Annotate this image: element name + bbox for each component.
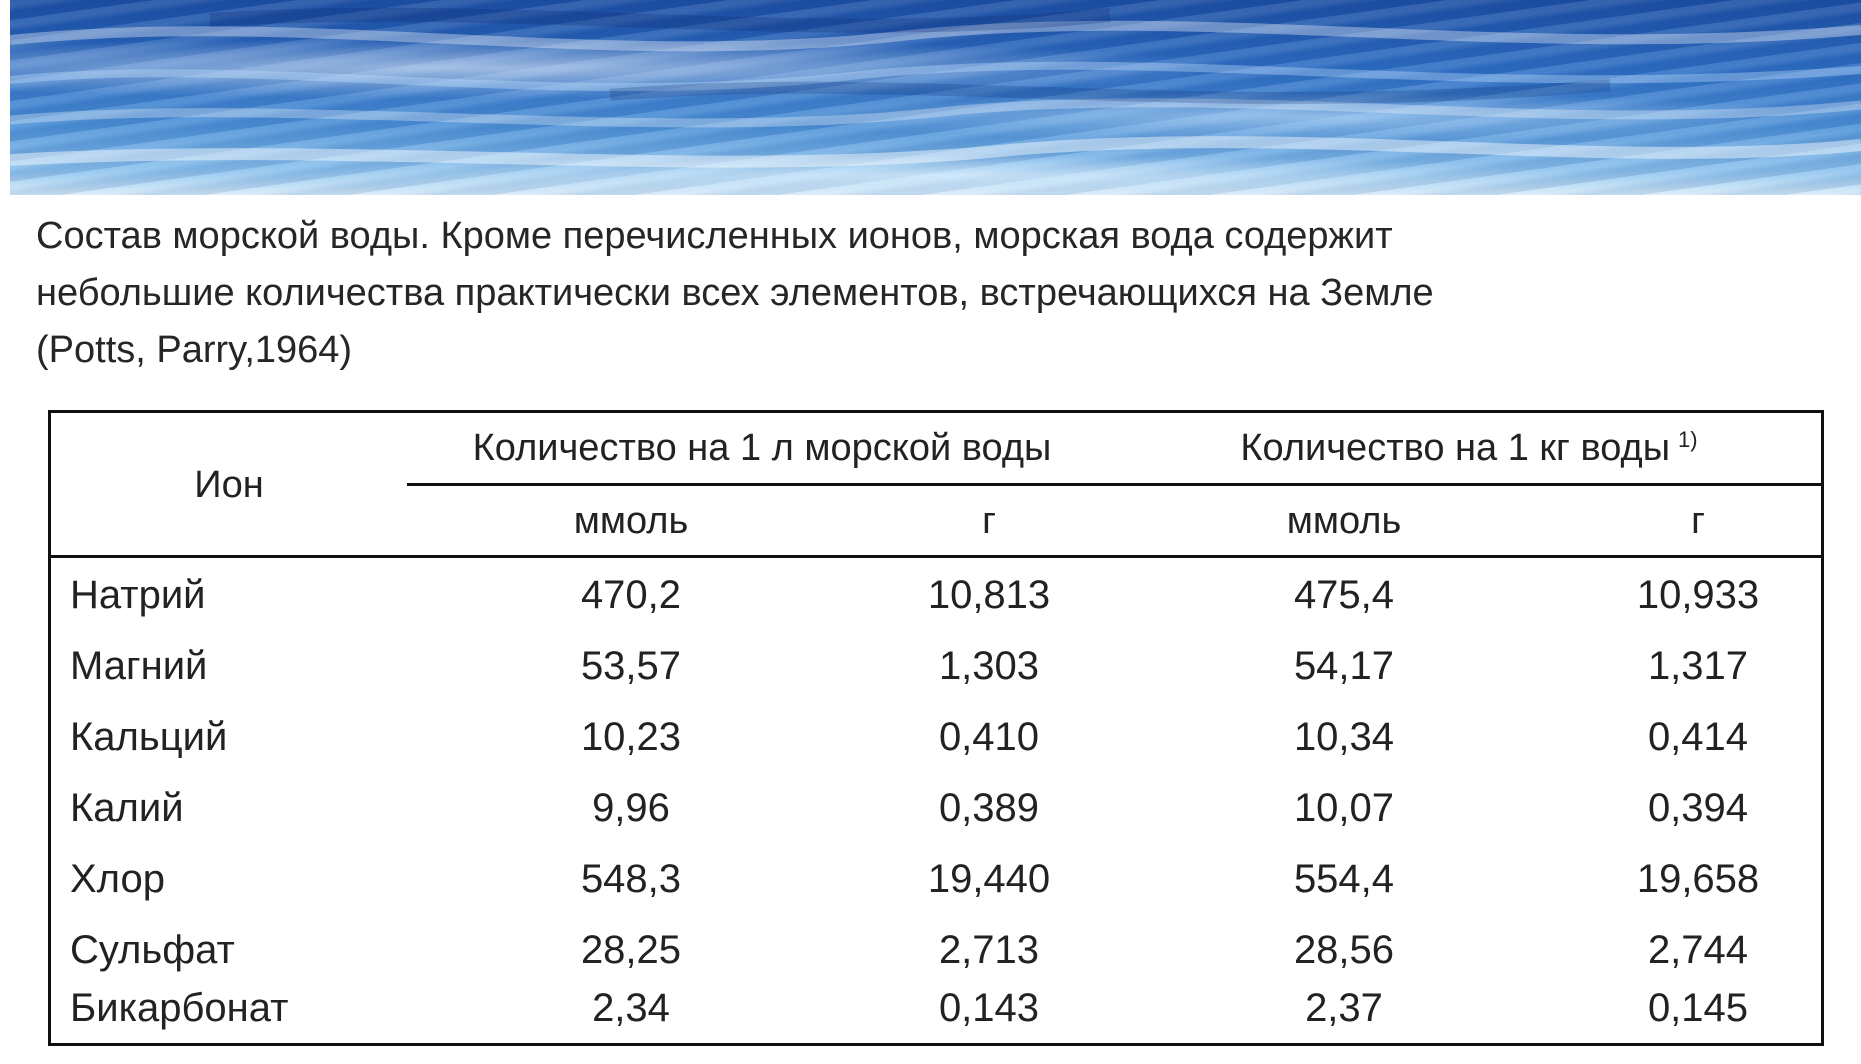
g-per-kg: 0,145: [1647, 986, 1749, 1030]
mmol-per-kg: 554,4: [1293, 857, 1395, 901]
per-liter-header-label: Количество на 1 л морской воды: [472, 426, 1052, 469]
ion-name: Натрий: [70, 573, 206, 617]
caption-line-1: Состав морской воды. Кроме перечисленных ионов, морская вода содержит: [36, 215, 1393, 257]
ion-name: Бикарбонат: [70, 986, 289, 1030]
ion-name: Кальций: [70, 715, 228, 759]
header-divider: [51, 555, 1821, 558]
mmol-per-liter: 9,96: [592, 786, 670, 830]
ion-name: Хлор: [70, 857, 165, 901]
unit-header-mmol-liter: ммоль: [573, 499, 689, 542]
mmol-per-kg: 2,37: [1305, 986, 1383, 1030]
table-row: [51, 844, 1821, 915]
per-kg-header-label: Количество на 1 кг воды: [1240, 426, 1670, 469]
g-per-kg: 2,744: [1647, 928, 1749, 972]
g-per-liter: 1,303: [938, 644, 1040, 688]
unit-header-mmol-kg: ммоль: [1286, 499, 1402, 542]
caption-line-2: небольшие количества практически всех элементов, встречающихся на Земле: [36, 272, 1434, 314]
mmol-per-kg: 28,56: [1293, 928, 1395, 972]
water-banner-image: [10, 0, 1861, 195]
mmol-per-liter: 2,34: [592, 986, 670, 1030]
ion-name: Калий: [70, 786, 184, 830]
caption-line-3: (Potts, Parry,1964): [36, 329, 353, 371]
ion-column-header: Ион: [194, 463, 264, 506]
mmol-per-kg: 54,17: [1293, 644, 1395, 688]
mmol-per-liter: 470,2: [580, 573, 682, 617]
table-row: [51, 773, 1821, 844]
table-caption: [36, 208, 1816, 379]
mmol-per-kg: 10,34: [1293, 715, 1395, 759]
header-subdivider: [407, 483, 1821, 486]
g-per-liter: 19,440: [927, 857, 1051, 901]
mmol-per-kg: 10,07: [1293, 786, 1395, 830]
mmol-per-liter: 10,23: [580, 715, 682, 759]
g-per-kg: 10,933: [1636, 573, 1760, 617]
g-per-kg: 0,394: [1647, 786, 1749, 830]
g-per-liter: 0,143: [938, 986, 1040, 1030]
ion-name: Магний: [70, 644, 208, 688]
g-per-liter: 10,813: [927, 573, 1051, 617]
mmol-per-liter: 28,25: [580, 928, 682, 972]
seawater-composition-table: [48, 410, 1824, 1046]
table-row: [51, 973, 1821, 1044]
water-wave-graphic: [10, 0, 1861, 195]
table-row: [51, 560, 1821, 631]
g-per-kg: 19,658: [1636, 857, 1760, 901]
unit-header-g-kg: г: [1691, 499, 1705, 542]
mmol-per-liter: 548,3: [580, 857, 682, 901]
mmol-per-kg: 475,4: [1293, 573, 1395, 617]
g-per-kg: 0,414: [1647, 715, 1749, 759]
footnote-marker: 1): [1678, 427, 1698, 452]
unit-header-g-liter: г: [982, 499, 996, 542]
table-row: [51, 702, 1821, 773]
ion-name: Сульфат: [70, 928, 235, 972]
mmol-per-liter: 53,57: [580, 644, 682, 688]
per-kg-group-header: [1117, 413, 1821, 483]
g-per-liter: 0,389: [938, 786, 1040, 830]
table-row: [51, 631, 1821, 702]
g-per-liter: 2,713: [938, 928, 1040, 972]
g-per-kg: 1,317: [1647, 644, 1749, 688]
g-per-liter: 0,410: [938, 715, 1040, 759]
per-liter-group-header: [407, 413, 1117, 483]
